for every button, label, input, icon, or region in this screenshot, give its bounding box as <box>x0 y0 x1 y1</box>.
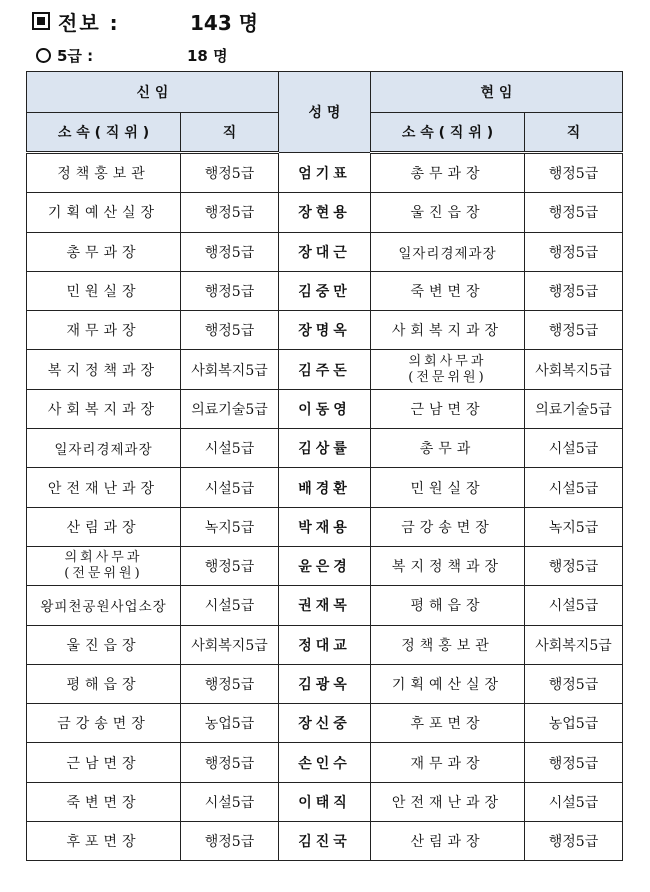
heading-label: 전보 : <box>58 10 120 35</box>
current-grade-cell: 사회복지5급 <box>525 350 623 389</box>
current-dept-cell: 정책홍보관 <box>371 625 525 664</box>
new-grade-cell: 농업5급 <box>181 704 279 743</box>
table-row <box>27 782 623 821</box>
current-dept-cell: 죽변면장 <box>371 271 525 310</box>
current-grade-cell: 녹지5급 <box>525 507 623 546</box>
new-grade-cell: 행정5급 <box>181 311 279 350</box>
person-name-cell: 장대근 <box>279 232 371 271</box>
current-dept-cell: 재무과장 <box>371 743 525 782</box>
person-name-cell: 박재용 <box>279 507 371 546</box>
table-row <box>27 546 623 585</box>
new-dept-cell: 정책홍보관 <box>27 153 181 193</box>
new-grade-cell: 시설5급 <box>181 782 279 821</box>
new-dept-cell: 후포면장 <box>27 822 181 861</box>
person-name-cell: 엄기표 <box>279 153 371 193</box>
circle-icon <box>36 48 51 63</box>
current-grade-cell: 행정5급 <box>525 311 623 350</box>
table-row <box>27 822 623 861</box>
current-dept-cell: 기획예산실장 <box>371 664 525 703</box>
current-grade-cell: 행정5급 <box>525 232 623 271</box>
name-header: 성 명 <box>279 72 371 153</box>
person-name-cell: 김주돈 <box>279 350 371 389</box>
table-row <box>27 743 623 782</box>
new-dept-cell: 민원실장 <box>27 271 181 310</box>
new-grade-cell: 행정5급 <box>181 271 279 310</box>
table-row <box>27 350 623 389</box>
current-grade-cell: 의료기술5급 <box>525 389 623 428</box>
new-dept-cell: 울진읍장 <box>27 625 181 664</box>
person-name-cell: 이태직 <box>279 782 371 821</box>
current-grade-cell: 행정5급 <box>525 271 623 310</box>
current-dept-header: 소 속 ( 직 위 ) <box>371 113 525 153</box>
new-dept-cell: 일자리경제과장 <box>27 429 181 468</box>
new-grade-cell: 행정5급 <box>181 193 279 232</box>
new-grade-cell: 녹지5급 <box>181 507 279 546</box>
current-grade-cell: 행정5급 <box>525 822 623 861</box>
heading-count: 143 명 <box>190 10 259 35</box>
new-dept-cell: 기획예산실장 <box>27 193 181 232</box>
sub-heading <box>36 44 228 66</box>
current-grade-cell: 사회복지5급 <box>525 625 623 664</box>
new-grade-cell: 시설5급 <box>181 429 279 468</box>
table-row <box>27 271 623 310</box>
table-row <box>27 193 623 232</box>
new-dept-cell: 총무과장 <box>27 232 181 271</box>
new-dept-cell: 복지정책과장 <box>27 350 181 389</box>
sub-heading-label: 5급 : <box>57 46 94 65</box>
current-dept-cell: 근남면장 <box>371 389 525 428</box>
current-dept-cell: 총무과 <box>371 429 525 468</box>
current-grade-cell: 시설5급 <box>525 429 623 468</box>
current-dept-cell: 총무과장 <box>371 153 525 193</box>
new-grade-cell: 사회복지5급 <box>181 625 279 664</box>
current-grade-cell: 행정5급 <box>525 743 623 782</box>
new-dept-cell: 안전재난과장 <box>27 468 181 507</box>
current-grade-cell: 농업5급 <box>525 704 623 743</box>
person-name-cell: 김상률 <box>279 429 371 468</box>
new-grade-cell: 행정5급 <box>181 664 279 703</box>
current-grade-cell: 행정5급 <box>525 664 623 703</box>
filled-square-icon <box>32 12 50 30</box>
table-row <box>27 625 623 664</box>
current-grade-cell: 시설5급 <box>525 586 623 625</box>
current-grade-cell: 행정5급 <box>525 193 623 232</box>
page-heading <box>32 6 259 36</box>
new-grade-cell: 행정5급 <box>181 546 279 585</box>
table-row <box>27 507 623 546</box>
current-dept-cell: 평해읍장 <box>371 586 525 625</box>
new-grade-cell: 행정5급 <box>181 822 279 861</box>
current-grade-header: 직 <box>525 113 623 153</box>
person-name-cell: 김중만 <box>279 271 371 310</box>
new-grade-cell: 시설5급 <box>181 586 279 625</box>
new-dept-cell: 의회사무과 (전문위원) <box>27 546 181 585</box>
new-dept-header: 소 속 ( 직 위 ) <box>27 113 181 153</box>
new-grade-cell: 시설5급 <box>181 468 279 507</box>
current-grade-cell: 행정5급 <box>525 546 623 585</box>
person-name-cell: 윤은경 <box>279 546 371 585</box>
current-dept-cell: 금강송면장 <box>371 507 525 546</box>
table-row <box>27 429 623 468</box>
new-grade-header: 직 <box>181 113 279 153</box>
table-row <box>27 664 623 703</box>
current-dept-cell: 일자리경제과장 <box>371 232 525 271</box>
new-post-header: 신 임 <box>27 72 279 113</box>
current-dept-cell: 복지정책과장 <box>371 546 525 585</box>
table-row <box>27 704 623 743</box>
new-dept-cell: 사회복지과장 <box>27 389 181 428</box>
current-dept-cell: 민원실장 <box>371 468 525 507</box>
person-name-cell: 정대교 <box>279 625 371 664</box>
new-dept-cell: 왕피천공원사업소장 <box>27 586 181 625</box>
table-row <box>27 586 623 625</box>
new-grade-cell: 행정5급 <box>181 743 279 782</box>
current-dept-cell: 울진읍장 <box>371 193 525 232</box>
person-name-cell: 권재목 <box>279 586 371 625</box>
current-grade-cell: 시설5급 <box>525 782 623 821</box>
new-dept-cell: 근남면장 <box>27 743 181 782</box>
new-grade-cell: 의료기술5급 <box>181 389 279 428</box>
table-row <box>27 389 623 428</box>
table-row <box>27 468 623 507</box>
person-name-cell: 김광옥 <box>279 664 371 703</box>
current-grade-cell: 시설5급 <box>525 468 623 507</box>
personnel-table <box>26 71 623 861</box>
current-dept-cell: 산림과장 <box>371 822 525 861</box>
new-dept-cell: 평해읍장 <box>27 664 181 703</box>
person-name-cell: 장신중 <box>279 704 371 743</box>
person-name-cell: 장명옥 <box>279 311 371 350</box>
new-grade-cell: 행정5급 <box>181 232 279 271</box>
person-name-cell: 김진국 <box>279 822 371 861</box>
table-row <box>27 232 623 271</box>
new-grade-cell: 행정5급 <box>181 153 279 193</box>
new-dept-cell: 재무과장 <box>27 311 181 350</box>
current-dept-cell: 사회복지과장 <box>371 311 525 350</box>
current-dept-cell: 안전재난과장 <box>371 782 525 821</box>
current-grade-cell: 행정5급 <box>525 153 623 193</box>
new-dept-cell: 산림과장 <box>27 507 181 546</box>
new-grade-cell: 사회복지5급 <box>181 350 279 389</box>
table-row <box>27 153 623 193</box>
new-dept-cell: 죽변면장 <box>27 782 181 821</box>
current-post-header: 현 임 <box>371 72 623 113</box>
table-row <box>27 311 623 350</box>
person-name-cell: 이동영 <box>279 389 371 428</box>
new-dept-cell: 금강송면장 <box>27 704 181 743</box>
person-name-cell: 장현용 <box>279 193 371 232</box>
sub-heading-count: 18 명 <box>187 46 228 65</box>
person-name-cell: 손인수 <box>279 743 371 782</box>
person-name-cell: 배경환 <box>279 468 371 507</box>
current-dept-cell: 의회사무과 (전문위원) <box>371 350 525 389</box>
current-dept-cell: 후포면장 <box>371 704 525 743</box>
